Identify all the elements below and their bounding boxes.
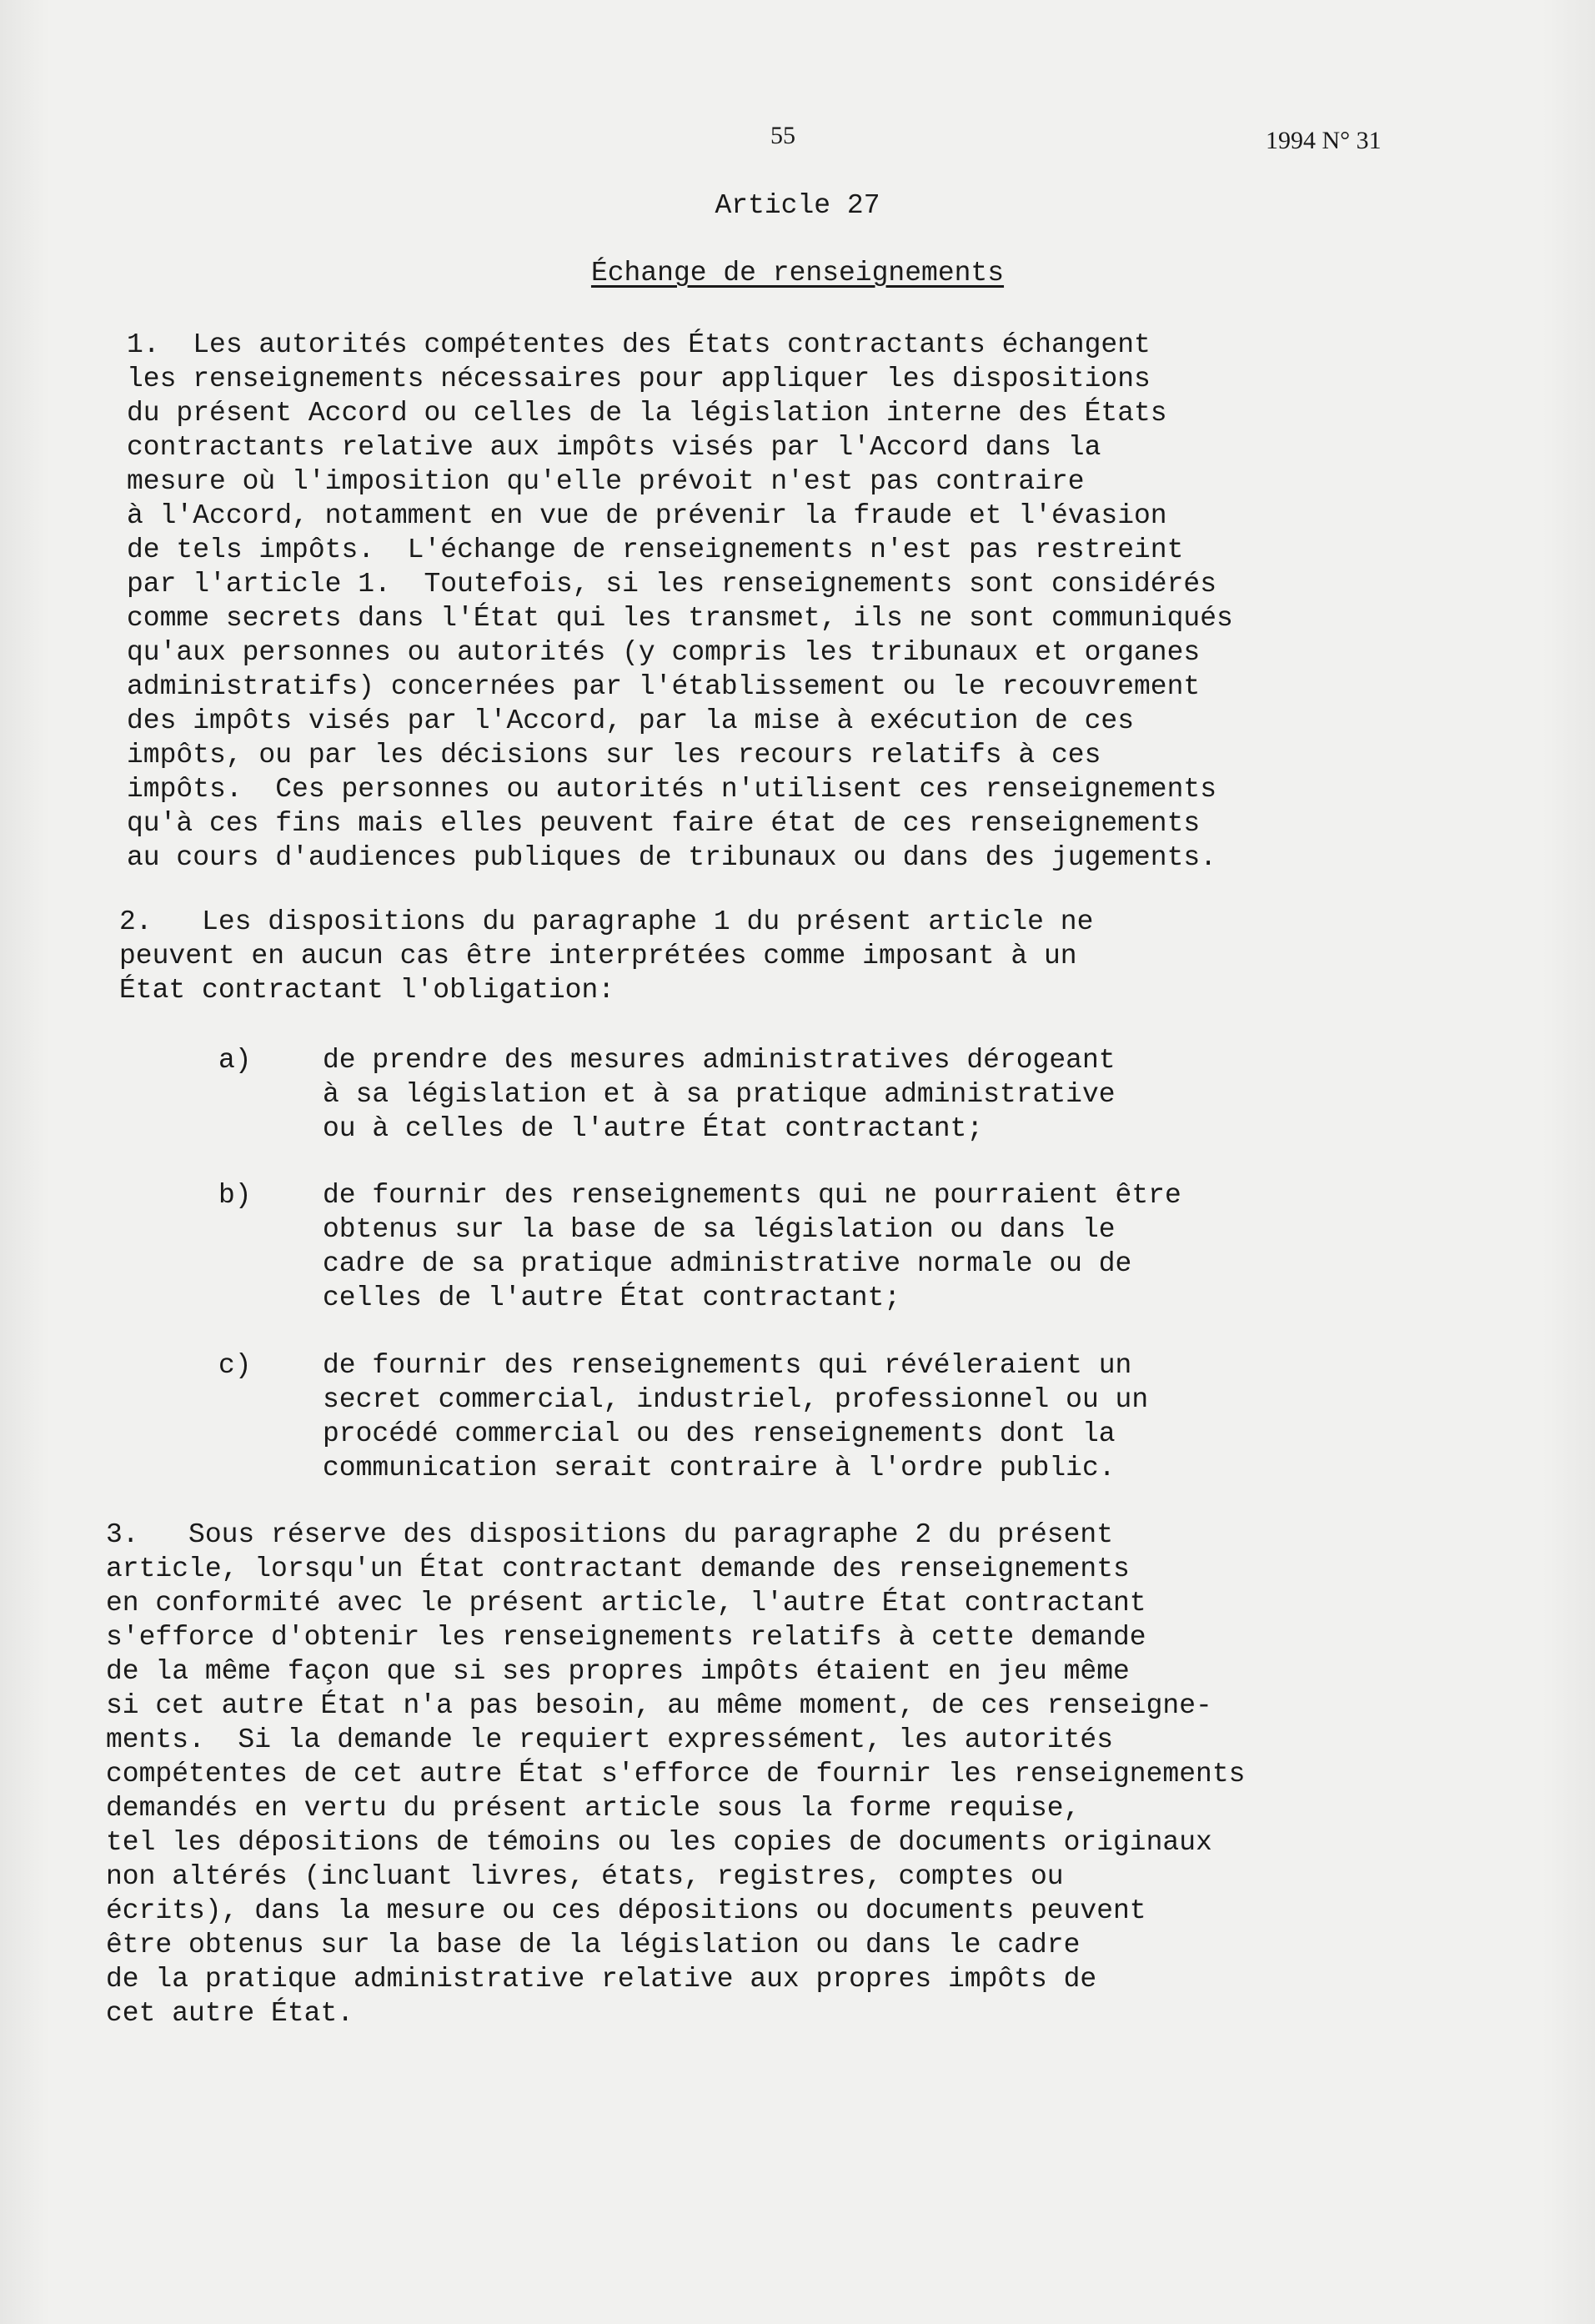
paragraph-2: 2. Les dispositions du paragraphe 1 du présent article ne peuvent en aucun cas être interprétées comme imposant à un État contractant l'obligation: [119,906,1094,1006]
list-item-label: c) [218,1350,252,1381]
page-number: 55 [770,122,795,149]
article-title-text: Échange de renseignements [590,258,1005,289]
list-item-label: b) [218,1180,252,1211]
article-number: Article 27 [715,190,880,221]
article-title [0,258,1595,289]
list-item-text: de fournir des renseignements qui révéleraient un secret commercial, industriel, professionnel ou un procédé commercial ou des renseignements dont la communication serait contraire à l'ordre public. [323,1350,1149,1483]
paragraph-3: 3. Sous réserve des dispositions du paragraphe 2 du présent article, lorsqu'un État contractant demande des renseignements en conformité avec le présent article, l'autre État contractant s'efforce d'obtenir les renseignements relatifs à cette demande de la même façon que si ses propres impôts étaient en jeu même si cet autre État n'a pas besoin, au même moment, de ces renseigne- ments. Si la demande le requiert expressément, les autorités compétentes de cet autre État s'efforce de fournir les renseignements demandés en vertu du présent article sous la forme requise, tel les dépositions de témoins ou les copies de documents originaux non altérés (incluant livres, états, registres, comptes ou écrits), dans la mesure ou ces dépositions ou documents peuvent être obtenus sur la base de la législation ou dans le cadre de la pratique administrative relative aux propres impôts de cet autre État. [106,1519,1246,2029]
list-item-text: de prendre des mesures administratives dérogeant à sa législation et à sa pratique administrative ou à celles de l'autre État contractant; [323,1045,1116,1144]
paragraph-1: 1. Les autorités compétentes des États contractants échangent les renseignements nécessaires pour appliquer les dispositions du présent Accord ou celles de la législation interne des États contractants relative aux impôts visés par l'Accord dans la mesure où l'imposition qu'elle prévoit n'est pas contraire à l'Accord, notamment en vue de prévenir la fraude et l'évasion de tels impôts. L'échange de renseignements n'est pas restreint par l'article 1. Toutefois, si les renseignements sont considérés comme secrets dans l'État qui les transmet, ils ne sont communiqués qu'aux personnes ou autorités (y compris les tribunaux et organes administratifs) concernées par l'établissement ou le recouvrement des impôts visés par l'Accord, par la mise à exécution de ces impôts, ou par les décisions sur les recours relatifs à ces impôts. Ces personnes ou autorités n'utilisent ces renseignements qu'à ces fins mais elles peuvent faire état de ces renseignements au cours d'audiences publiques de tribunaux ou dans des jugements. [127,329,1233,873]
list-item-text: de fournir des renseignements qui ne pourraient être obtenus sur la base de sa législation ou dans le cadre de sa pratique administrative normale ou de celles de l'autre État contractant; [323,1180,1181,1313]
list-item-label: a) [218,1045,252,1076]
document-reference: 1994 N° 31 [1266,127,1382,154]
